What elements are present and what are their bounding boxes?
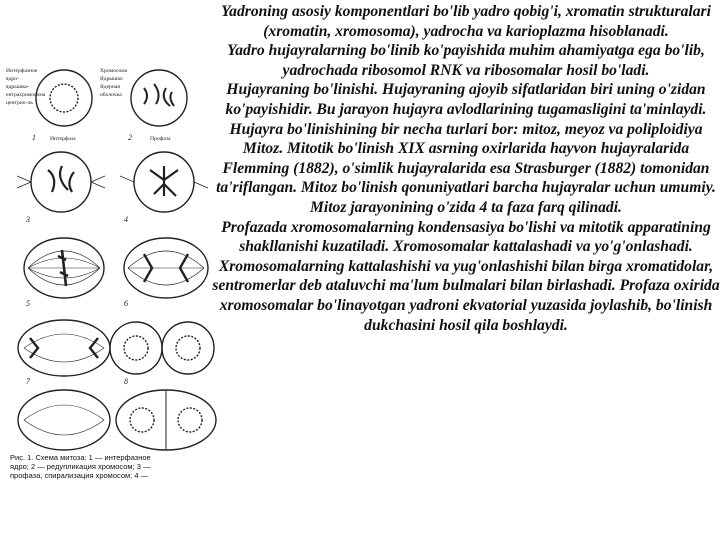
svg-text:1: 1: [32, 133, 36, 142]
stage-label-1: Интерфаза: [50, 136, 76, 142]
svg-text:Ядрышко: Ядрышко: [100, 76, 123, 82]
svg-text:Рис. 1. Схема митоза: 1 — инте: Рис. 1. Схема митоза: 1 — интерфазное: [10, 453, 151, 462]
svg-text:7: 7: [26, 377, 30, 386]
cell-telophase-early: [18, 320, 110, 376]
svg-text:ядрышко-: ядрышко-: [6, 84, 30, 90]
paragraph-cell-division: Hujayraning bo'linishi. Hujayraning ajoyib sifatlaridan biri uning o'zidan ko'payishidir. Bu jarayon hujayra avlodlarining tugamasligini ta'minlaydi.: [225, 81, 707, 118]
svg-text:ядро; 2 — редупликация хромосо: ядро; 2 — редупликация хромосом; 3 —: [10, 462, 151, 471]
daughter-cell-left: [110, 322, 162, 374]
paragraph-nucleus-role: Yadro hujayralarning bo'linib ko'payishida muhim ahamiyatga ega bo'lib, yadrochada ribosomol RNK va ribosomalar hosil bo'ladi.: [227, 42, 705, 79]
daughter-cell-right: [162, 322, 214, 374]
text-column: [212, 2, 720, 335]
mitosis-diagram: [4, 58, 222, 482]
figure-caption: [10, 453, 151, 480]
paragraph-mitosis: Mitoz. Mitotik bo'linish XIX asrning oxirlarida hayvon hujayralarida Flemming (1882), o'simlik hujayralarida esa Strasburger (1882) tomonidan ta'riflangan. Mitoz bo'linish qonuniyatlari barcha hujayralar uchun umumiy. Mitoz jarayonining o'zida 4 ta faza farq qilinadi.: [216, 140, 716, 216]
svg-text:ентрахромосома: ентрахромосома: [6, 92, 46, 98]
paragraph-nucleus-components: Yadroning asosiy komponentlari bo'lib yadro qobig'i, xromatin strukturalari (xromatin, xromosoma), yadrocha va karioplazma hisoblanadi.: [221, 3, 711, 40]
svg-text:профаза, спирализация хромосом: профаза, спирализация хромосом; 4 —: [10, 471, 149, 480]
stage-label-2: Профаза: [150, 136, 171, 142]
paragraph-division-types: Hujayra bo'linishining bir necha turlari bor: mitoz, meyoz va poliploidiya: [229, 120, 703, 138]
svg-text:Ядерная: Ядерная: [100, 84, 120, 90]
svg-text:5: 5: [26, 299, 30, 308]
svg-text:3: 3: [26, 215, 30, 224]
paragraph-prophase: Profazada xromosomalarning kondensasiya bo'lishi va mitotik apparatining shakllanishi kuzatiladi. Xromosomalar kattalashadi va yo'g'onlashadi. Xromosomalarning kattalashishi va yug'onlashishi bilan birga xromatidolar, sentromerlar deb ataluvchi ma'lum bulmalari bilan birlashadi. Profaza oxirida xromosomalar bo'linayotgan yadroni ekvatorial yuzasida joylashib, bo'linish dukchasini hosil qila boshlaydi.: [212, 218, 720, 334]
cell-interphase: [36, 70, 92, 126]
svg-text:Хромосома: Хромосома: [100, 68, 128, 74]
svg-text:ядро-: ядро-: [6, 76, 19, 82]
svg-text:4: 4: [124, 215, 128, 224]
svg-text:оболочка: оболочка: [100, 92, 122, 98]
label-interphase-nucleus: Интерфазное: [6, 68, 38, 74]
svg-text:2: 2: [128, 133, 132, 142]
cell-division-bottom-left: [18, 390, 110, 450]
svg-text:6: 6: [124, 299, 128, 308]
svg-text:8: 8: [124, 377, 128, 386]
svg-text:центрио-ль: центрио-ль: [6, 100, 33, 106]
